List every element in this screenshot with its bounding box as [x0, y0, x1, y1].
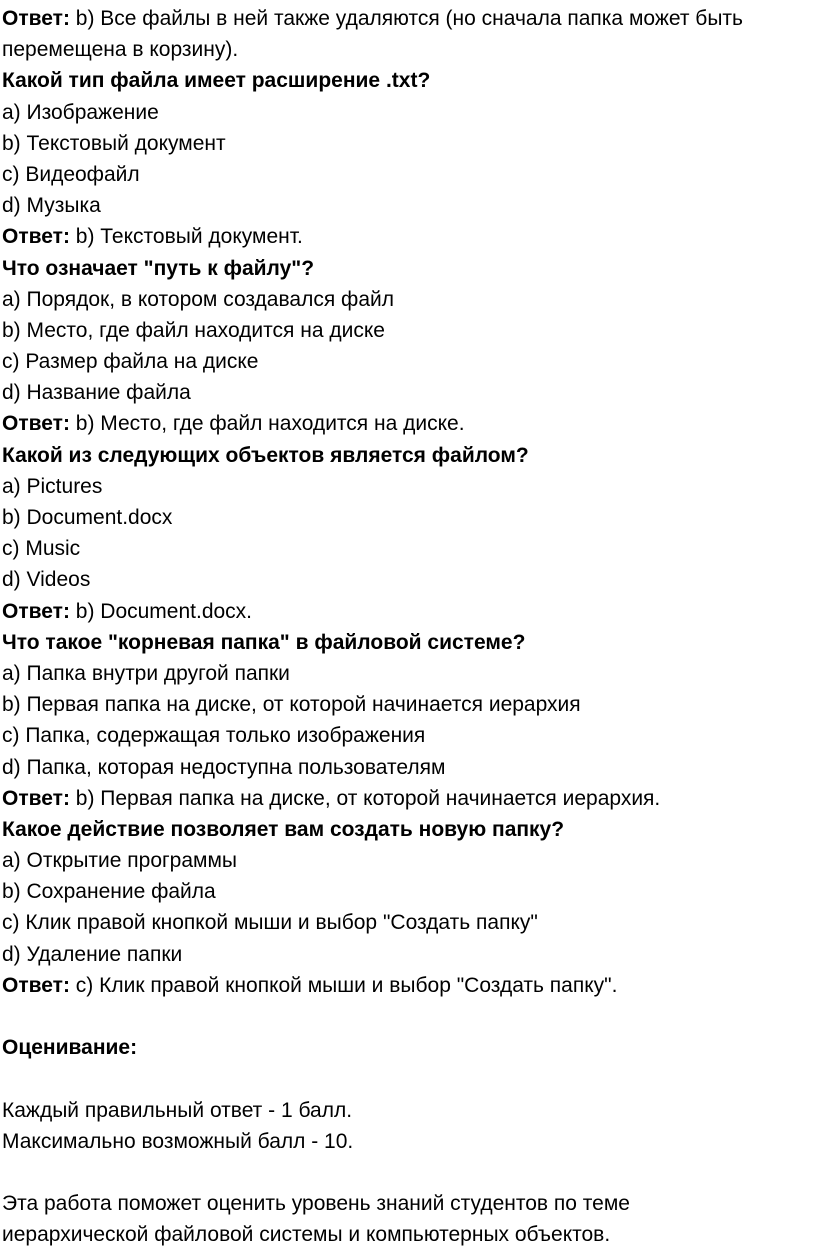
grading-heading: Оценивание:	[2, 1036, 138, 1060]
answer-label: Ответ:	[2, 7, 70, 30]
option-a: a) Изображение	[2, 100, 159, 124]
answer-text: b) Место, где файл находится на диске.	[69, 412, 465, 436]
answer-label: Ответ:	[2, 412, 70, 436]
option-b: b) Текстовый документ	[2, 131, 226, 155]
answer-line	[2, 783, 812, 814]
answer-label: Ответ:	[2, 786, 70, 810]
option-d: d) Название файла	[2, 381, 191, 405]
answer-line	[2, 596, 812, 627]
question-block-1	[2, 65, 812, 252]
question-text: Какой из следующих объектов является файлом?	[2, 443, 529, 467]
option-c: c) Music	[2, 537, 81, 561]
question-block-2	[2, 253, 812, 440]
option-b: b) Место, где файл находится на диске	[2, 318, 385, 342]
option-a: a) Порядок, в котором создавался файл	[2, 287, 394, 311]
option-a: a) Открытие программы	[2, 849, 237, 873]
spacer	[2, 1063, 812, 1094]
spacer	[2, 1157, 812, 1188]
option-d: d) Музыка	[2, 194, 101, 218]
answer-label: Ответ:	[2, 225, 70, 249]
option-b: b) Первая папка на диске, от которой начинается иерархия	[2, 693, 581, 717]
option-c: c) Размер файла на диске	[2, 350, 259, 374]
answer-line	[2, 970, 812, 1001]
option-c: c) Видеофайл	[2, 162, 140, 186]
answer-text: b) Первая папка на диске, от которой начинается иерархия.	[69, 786, 661, 810]
option-d: d) Удаление папки	[2, 942, 183, 966]
question-text: Какой тип файла имеет расширение .txt?	[2, 69, 431, 93]
option-c: c) Клик правой кнопкой мыши и выбор "Создать папку"	[2, 911, 538, 935]
question-text: Какое действие позволяет вам создать новую папку?	[2, 817, 565, 841]
conclusion-paragraph: Эта работа поможет оценить уровень знаний студентов по теме иерархической файловой системы и компьютерных объектов.	[2, 1192, 630, 1247]
grading-line-2: Максимально возможный балл - 10.	[2, 1129, 354, 1153]
option-a: a) Pictures	[2, 474, 103, 498]
answer-text: b) Текстовый документ.	[69, 225, 303, 249]
question-text: Что означает "путь к файлу"?	[2, 256, 315, 280]
option-b: b) Сохранение файла	[2, 880, 216, 904]
answer-text: b) Document.docx.	[69, 599, 253, 623]
spacer	[2, 1001, 812, 1032]
answer-line	[2, 408, 812, 439]
answer-label: Ответ:	[2, 973, 70, 997]
document-page	[2, 3, 812, 1251]
option-a: a) Папка внутри другой папки	[2, 661, 290, 685]
answer-line	[2, 221, 812, 252]
question-text: Что такое "корневая папка" в файловой системе?	[2, 630, 526, 654]
option-d: d) Папка, которая недоступна пользователям	[2, 755, 446, 779]
option-d: d) Videos	[2, 568, 91, 592]
intro-answer	[2, 3, 802, 65]
grading-line-1: Каждый правильный ответ - 1 балл.	[2, 1098, 353, 1122]
answer-text: b) Все файлы в ней также удаляются (но сначала папка может быть перемещена в корзину).	[2, 7, 743, 62]
option-c: c) Папка, содержащая только изображения	[2, 724, 426, 748]
question-block-3	[2, 440, 812, 627]
answer-text: c) Клик правой кнопкой мыши и выбор "Создать папку".	[69, 973, 618, 997]
question-block-5	[2, 814, 812, 1001]
answer-label: Ответ:	[2, 599, 70, 623]
option-b: b) Document.docx	[2, 506, 173, 530]
question-block-4	[2, 627, 812, 814]
